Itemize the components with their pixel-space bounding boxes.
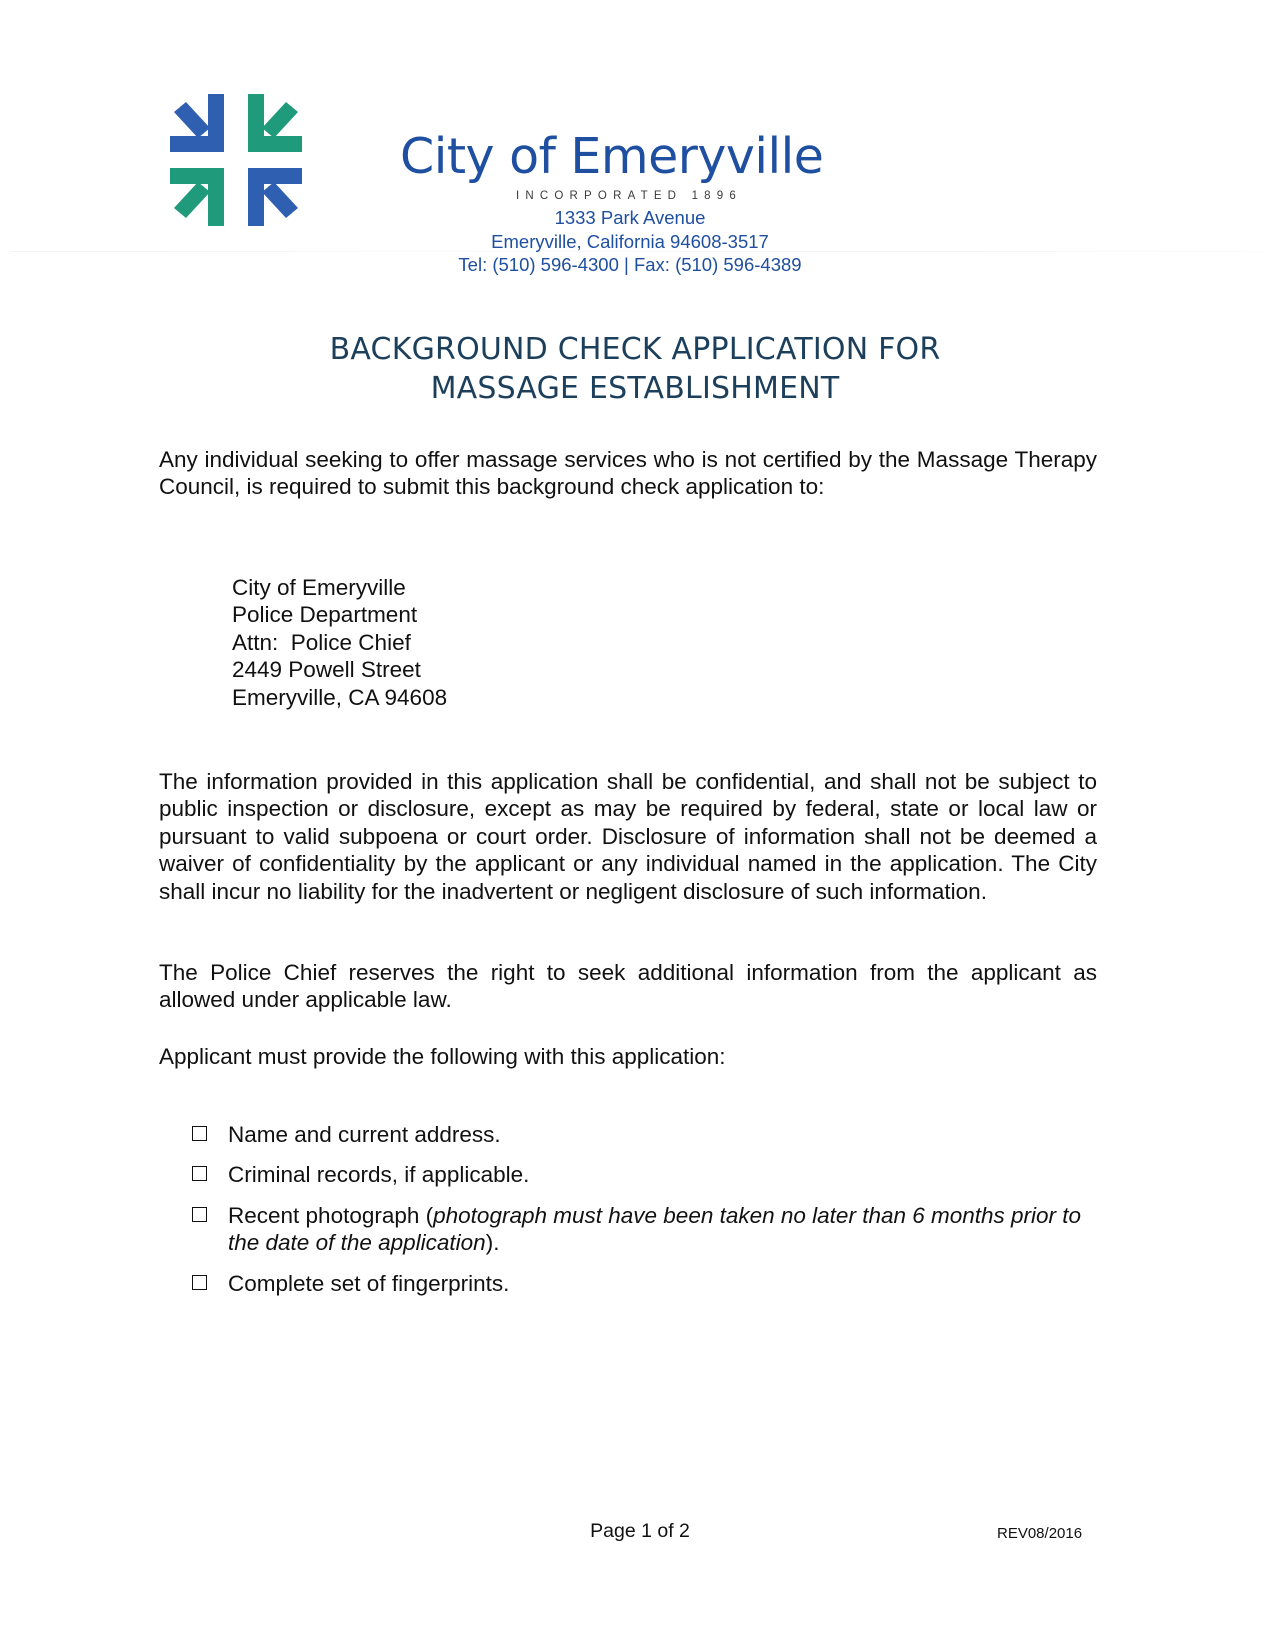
requirements-intro: Applicant must provide the following with this application:	[159, 1044, 726, 1069]
requirements-checklist	[192, 1121, 1092, 1310]
logo-top-right-mark	[248, 94, 302, 152]
checklist-item-label: Criminal records, if applicable.	[228, 1162, 530, 1188]
checklist-item	[192, 1161, 1092, 1188]
checkbox[interactable]	[192, 1166, 207, 1181]
title-line-2: MASSAGE ESTABLISHMENT	[430, 371, 840, 406]
checkbox[interactable]	[192, 1275, 207, 1290]
mailing-line-1: City of Emeryville	[232, 575, 406, 600]
mailing-address	[232, 574, 447, 711]
checklist-item	[192, 1202, 1092, 1257]
logo-top-left-mark	[170, 94, 224, 152]
city-logo-icon	[168, 92, 304, 228]
document-title	[240, 330, 1030, 408]
scan-artifact-divider	[10, 251, 1265, 252]
checklist-item	[192, 1121, 1092, 1148]
mailing-line-2: Police Department	[232, 602, 418, 628]
city-state-zip: Emeryville, California 94608-3517	[491, 230, 769, 252]
page-number: Page 1 of 2	[590, 1520, 690, 1542]
photo-item-italic-note: photograph must have been taken no later than 6 months prior to the date of the application	[228, 1202, 1082, 1256]
checkbox[interactable]	[192, 1126, 207, 1141]
city-name-heading: City of Emeryville	[400, 128, 824, 185]
confidentiality-paragraph: The information provided in this application shall be confidential, and shall not be subject to public inspection or disclosure, except as may be required by federal, state or local law or pursuant to valid subpoena or court order. Disclosure of information shall not be deemed a waiver of confidentiality by the applicant or any individual named in the application. The City shall incur no liability for the inadvertent or negligent disclosure of such information.	[159, 769, 1097, 904]
intro-paragraph: Any individual seeking to offer massage services who is not certified by the Massage Therapy Council, is required to submit this background check application to:	[159, 447, 1097, 500]
logo-bottom-right-mark	[248, 168, 302, 226]
phone-fax: Tel: (510) 596-4300 | Fax: (510) 596-4389	[458, 254, 802, 275]
reserves-paragraph: The Police Chief reserves the right to seek additional information from the applicant as allowed under applicable law.	[159, 960, 1097, 1013]
photo-item-prefix: Recent photograph (	[228, 1202, 434, 1228]
checklist-item-label: Complete set of fingerprints.	[228, 1270, 510, 1296]
revision-code: REV08/2016	[997, 1525, 1083, 1542]
checklist-item-label: Name and current address.	[228, 1122, 501, 1147]
logo-bottom-left-mark	[170, 168, 224, 226]
mailing-line-4: 2449 Powell Street	[232, 657, 421, 683]
photo-item-suffix: ).	[485, 1230, 500, 1256]
checklist-item	[192, 1270, 1092, 1297]
mailing-line-5: Emeryville, CA 94608	[232, 684, 448, 710]
incorporated-tagline: INCORPORATED 1896	[516, 190, 742, 202]
checklist-item-label	[228, 1203, 1081, 1255]
checkbox[interactable]	[192, 1207, 207, 1222]
mailing-line-3: Attn: Police Chief	[232, 629, 411, 655]
title-line-1: BACKGROUND CHECK APPLICATION FOR	[329, 332, 941, 367]
street-address: 1333 Park Avenue	[554, 207, 706, 228]
letterhead-address	[420, 206, 840, 277]
